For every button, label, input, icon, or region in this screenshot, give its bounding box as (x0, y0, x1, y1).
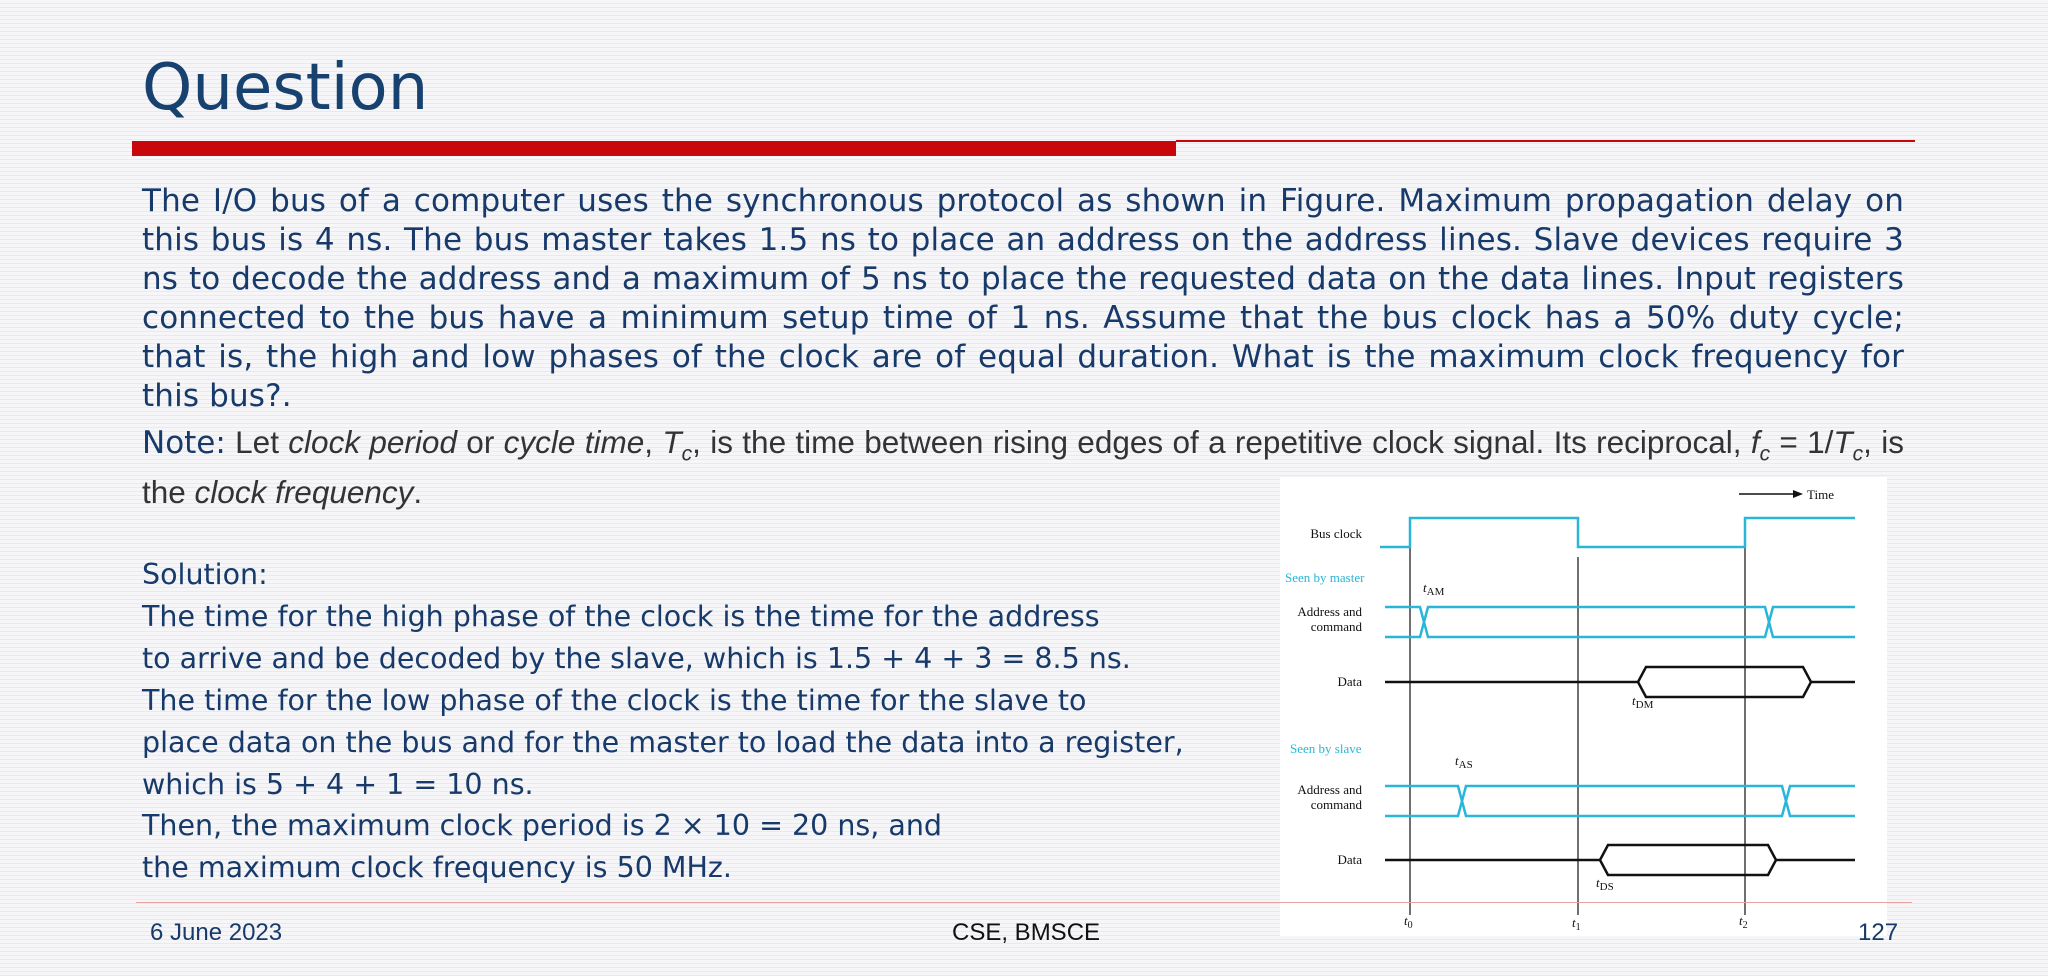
solution-line: which is 5 + 4 + 1 = 10 ns. (142, 767, 534, 801)
note-fc (1750, 424, 1771, 466)
note-text-5: = 1/ (1770, 424, 1834, 460)
t-as-label: $t_{AS}$ (1455, 753, 1473, 771)
t-dm-label: $t_{DM}$ (1632, 693, 1654, 711)
solution-line: the maximum clock frequency is 50 MHz. (142, 851, 732, 885)
t1-label: $t_1$ (1572, 915, 1581, 933)
t2-label: $t_2$ (1739, 913, 1748, 931)
solution-line: Then, the maximum clock period is 2 × 10 = 20 ns, and (142, 809, 942, 843)
note-text-3: , (644, 424, 663, 460)
footer-date: 6 June 2023 (150, 919, 283, 946)
bus-clock-label: Bus clock (1310, 526, 1362, 541)
t-am-label: $t_{AM}$ (1423, 580, 1445, 598)
note-fc-sub: c (1759, 442, 1771, 466)
solution-line: The time for the low phase of the clock is the time for the slave to (142, 683, 1087, 717)
solution-line: place data on the bus and for the master to load the data into a register, (142, 725, 1184, 759)
solution-heading: Solution: (142, 558, 268, 591)
title-underline-thick (132, 141, 1176, 156)
slide-title: Question (142, 51, 429, 125)
note-tc-2 (1833, 424, 1864, 466)
note-clock-period: clock period (288, 424, 457, 460)
note-clock-frequency: clock frequency (194, 474, 414, 511)
footer-center: CSE, BMSCE (952, 919, 1101, 946)
note-fc-symbol: f (1750, 424, 1760, 460)
t-ds-label: $t_{DS}$ (1596, 875, 1614, 893)
time-label: Time (1807, 487, 1834, 502)
time-arrow-icon (1793, 490, 1803, 498)
note-cycle-time: cycle time (503, 424, 645, 460)
solution-line: The time for the high phase of the clock is the time for the address (142, 599, 1100, 633)
bus-clock-waveform (1380, 518, 1855, 547)
seen-by-slave-label: Seen by slave (1290, 741, 1362, 756)
note-tc2-sub: c (1852, 442, 1864, 466)
master-data-waveform (1385, 667, 1855, 697)
note-label: Note: (142, 425, 226, 461)
note-text-4: , is the time between rising edges of a repetitive clock signal. Its reciprocal, (692, 424, 1751, 460)
master-data-label: Data (1337, 674, 1362, 689)
note-text-2: or (456, 424, 504, 460)
note-text-7: . (413, 474, 423, 511)
note-text-1: Let (225, 424, 289, 460)
master-address-label-1: Address and (1297, 604, 1362, 619)
question-text: The I/O bus of a computer uses the synchronous protocol as shown in Figure. Maximum propagation delay on this bus is 4 ns. The bus master takes 1.5 ns to place an address on the address lines. Slave devices require 3 ns to decode the address and a maximum of 5 ns to place the requested data on the data lines. Input registers connected to the bus have a minimum setup time of 1 ns. Assume that the bus clock has a 50% duty cycle; that is, the high and low phases of the clock are of equal duration. What is the maximum clock frequency for this bus?. (142, 183, 1904, 414)
note-tc-sub: c (681, 442, 693, 466)
note-tc2-symbol: T (1833, 424, 1853, 460)
note-tc-symbol: T (662, 424, 682, 460)
note-text-6: , is the (142, 424, 1905, 511)
seen-by-master-label: Seen by master (1285, 570, 1365, 585)
slave-address-label-2: command (1310, 797, 1362, 812)
slave-data-waveform (1385, 845, 1855, 875)
title-underline-thin (1176, 140, 1915, 142)
master-address-label-2: command (1310, 619, 1362, 634)
solution-line: to arrive and be decoded by the slave, which is 1.5 + 4 + 3 = 8.5 ns. (142, 641, 1131, 675)
slave-data-label: Data (1337, 852, 1362, 867)
timing-diagram-figure (1280, 477, 1887, 936)
note-tc (662, 424, 693, 466)
slide-page-number: 127 (1858, 919, 1899, 946)
timing-diagram (1280, 477, 1887, 936)
slave-address-waveform (1385, 786, 1855, 816)
t0-label: $t_0$ (1404, 913, 1413, 931)
footer-divider (136, 902, 1912, 903)
slave-address-label-1: Address and (1297, 782, 1362, 797)
master-address-waveform (1385, 607, 1855, 637)
solution-block (142, 554, 1262, 889)
